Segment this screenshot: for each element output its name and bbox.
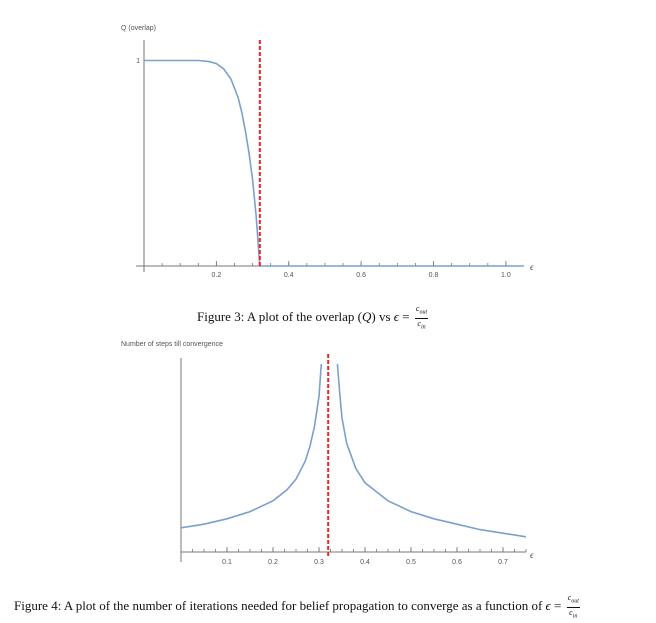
chart-convergence (121, 341, 534, 566)
y-axis-label: Number of steps till convergence (121, 341, 223, 348)
x-ticks (193, 547, 527, 566)
x-tick-label: 0.3 (314, 559, 324, 566)
x-tick-label: 1.0 (501, 272, 511, 279)
x-tick-label: 0.2 (211, 272, 222, 279)
epsilon-fraction: $\frac{c_{out}}{c_{in}}$ (415, 304, 428, 331)
convergence-curve-right (337, 364, 526, 537)
x-tick-label: 0.1 (222, 559, 232, 566)
x-tick-label: 0.7 (498, 559, 508, 566)
y-axis-label: Q (overlap) (121, 25, 157, 32)
x-tick-label: 0.6 (356, 272, 367, 279)
x-tick-label: 0.4 (360, 559, 370, 566)
convergence-curve-left (181, 364, 321, 528)
overlap-curve (144, 61, 524, 267)
figure-4-caption: Figure 4: A plot of the number of iterations needed for belief propagation to converge as a function of ϵ = $\frac{c_{out}}{c_{in}}$ (14, 593, 579, 620)
y-ticks (136, 58, 148, 65)
x-tick-label: 0.2 (268, 559, 278, 566)
x-ticks (162, 261, 511, 279)
epsilon-fraction: $\frac{c_{out}}{c_{in}}$ (567, 593, 579, 620)
x-tick-label: 0.4 (283, 272, 294, 279)
x-axis-label: ϵ (530, 263, 534, 272)
x-axis-label: ϵ (530, 551, 534, 560)
chart-overlap (121, 25, 534, 279)
x-tick-label: 0.6 (452, 559, 462, 566)
x-tick-label: 0.8 (428, 272, 439, 279)
figure-3-caption: Figure 3: A plot of the overlap (Q) vs ϵ = $\frac{c_{out}}{c_{in}}$ (197, 304, 428, 331)
x-tick-label: 0.5 (406, 559, 416, 566)
y-tick-label: 1 (136, 58, 140, 66)
